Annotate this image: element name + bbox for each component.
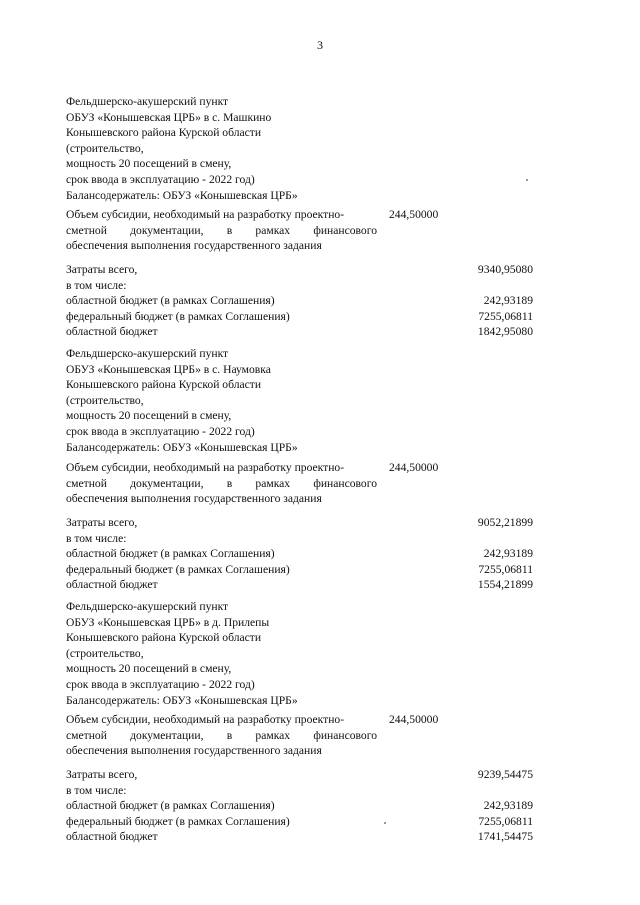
- costs-item-row: [66, 798, 533, 814]
- facility-line: (строительство,: [66, 141, 144, 155]
- facility-description: [66, 599, 446, 708]
- subsidy-line: Объем субсидии, необходимый на разработку проектно-: [66, 208, 345, 221]
- costs-section: [66, 262, 533, 340]
- facility-line: (строительство,: [66, 646, 144, 660]
- subsidy-line: Объем субсидии, необходимый на разработку проектно-: [66, 461, 345, 474]
- facility-line: ОБУЗ «Конышевская ЦРБ» в д. Прилепы: [66, 615, 270, 629]
- subsidy-line: сметной документации, в рамках финансового: [66, 223, 377, 237]
- costs-section: [66, 767, 533, 845]
- subsidy-line: обеспечения выполнения государственного задания: [66, 239, 322, 253]
- costs-item-value: 1842,95080: [477, 325, 533, 339]
- subsidy-section: [66, 460, 496, 507]
- facility-line: мощность 20 посещений в смену,: [66, 157, 232, 171]
- costs-total-row: [66, 262, 533, 278]
- scan-speck: [526, 179, 528, 181]
- facility-line: Фельдшерско-акушерский пункт: [66, 347, 229, 360]
- costs-total-value: 9239,54475: [477, 768, 533, 781]
- costs-including: [66, 531, 533, 547]
- costs-including-label: в том числе:: [66, 278, 127, 292]
- costs-item-row: [66, 324, 533, 340]
- costs-total-row: [66, 767, 533, 783]
- subsidy-text: [66, 460, 377, 507]
- facility-line: Фельдшерско-акушерский пункт: [66, 600, 229, 613]
- costs-total-label: Затраты всего,: [66, 768, 138, 781]
- facility-line: Конышевского района Курской области: [66, 631, 262, 645]
- costs-section: [66, 515, 533, 593]
- costs-item-label: областной бюджет (в рамках Соглашения): [66, 294, 275, 308]
- facility-line: Балансодержатель: ОБУЗ «Конышевская ЦРБ»: [66, 188, 298, 202]
- costs-item-row: [66, 814, 533, 830]
- facility-line: Конышевского района Курской области: [66, 378, 262, 392]
- costs-total-label: Затраты всего,: [66, 263, 138, 276]
- facility-line: Балансодержатель: ОБУЗ «Конышевская ЦРБ»: [66, 693, 298, 707]
- costs-total-label: Затраты всего,: [66, 516, 138, 529]
- costs-item-row: [66, 309, 533, 325]
- costs-including: [66, 278, 533, 294]
- costs-item-label: областной бюджет: [66, 578, 158, 592]
- facility-line: мощность 20 посещений в смену,: [66, 662, 232, 676]
- costs-item-label: областной бюджет: [66, 830, 158, 844]
- subsidy-line: сметной документации, в рамках финансового: [66, 476, 377, 490]
- subsidy-text: [66, 207, 377, 254]
- facility-line: Конышевского района Курской области: [66, 126, 262, 140]
- costs-item-label: областной бюджет: [66, 325, 158, 339]
- facility-line: Балансодержатель: ОБУЗ «Конышевская ЦРБ»: [66, 440, 298, 454]
- subsidy-line: обеспечения выполнения государственного задания: [66, 744, 322, 758]
- costs-item-label: федеральный бюджет (в рамках Соглашения): [66, 814, 290, 828]
- scan-speck: [384, 822, 386, 824]
- costs-item-label: федеральный бюджет (в рамках Соглашения): [66, 562, 290, 576]
- costs-item-value: 7255,06811: [478, 309, 533, 323]
- facility-line: ОБУЗ «Конышевская ЦРБ» в с. Машкино: [66, 110, 272, 124]
- subsidy-line: сметной документации, в рамках финансового: [66, 728, 377, 742]
- facility-line: (строительство,: [66, 393, 144, 407]
- costs-item-row: [66, 577, 533, 593]
- facility-line: срок ввода в эксплуатацию - 2022 год): [66, 677, 255, 691]
- subsidy-value: 244,50000: [389, 208, 439, 221]
- costs-item-label: федеральный бюджет (в рамках Соглашения): [66, 309, 290, 323]
- costs-item-value: 242,93189: [483, 294, 533, 308]
- facility-line: срок ввода в эксплуатацию - 2022 год): [66, 172, 255, 186]
- costs-item-row: [66, 562, 533, 578]
- costs-item-label: областной бюджет (в рамках Соглашения): [66, 799, 275, 813]
- costs-total-value: 9340,95080: [477, 263, 533, 276]
- subsidy-section: [66, 712, 496, 759]
- costs-item-row: [66, 546, 533, 562]
- costs-item-value: 1554,21899: [477, 578, 533, 592]
- facility-line: Фельдшерско-акушерский пункт: [66, 95, 229, 108]
- facility-line: срок ввода в эксплуатацию - 2022 год): [66, 424, 255, 438]
- costs-item-value: 242,93189: [483, 547, 533, 561]
- costs-including-label: в том числе:: [66, 531, 127, 545]
- subsidy-text: [66, 712, 377, 759]
- costs-total-row: [66, 515, 533, 531]
- facility-line: мощность 20 посещений в смену,: [66, 409, 232, 423]
- costs-item-value: 1741,54475: [477, 830, 533, 844]
- costs-item-row: [66, 293, 533, 309]
- facility-description: [66, 346, 446, 455]
- costs-item-value: 7255,06811: [478, 562, 533, 576]
- subsidy-line: обеспечения выполнения государственного задания: [66, 492, 322, 506]
- costs-item-value: 242,93189: [483, 799, 533, 813]
- facility-description: [66, 94, 446, 203]
- costs-including: [66, 783, 533, 799]
- costs-item-row: [66, 829, 533, 845]
- subsidy-value: 244,50000: [389, 713, 439, 726]
- page-number: 3: [317, 38, 323, 52]
- costs-item-value: 7255,06811: [478, 814, 533, 828]
- subsidy-line: Объем субсидии, необходимый на разработку проектно-: [66, 713, 345, 726]
- costs-total-value: 9052,21899: [477, 516, 533, 529]
- facility-line: ОБУЗ «Конышевская ЦРБ» в с. Наумовка: [66, 362, 271, 376]
- costs-item-label: областной бюджет (в рамках Соглашения): [66, 547, 275, 561]
- subsidy-value: 244,50000: [389, 461, 439, 474]
- subsidy-section: [66, 207, 496, 254]
- costs-including-label: в том числе:: [66, 783, 127, 797]
